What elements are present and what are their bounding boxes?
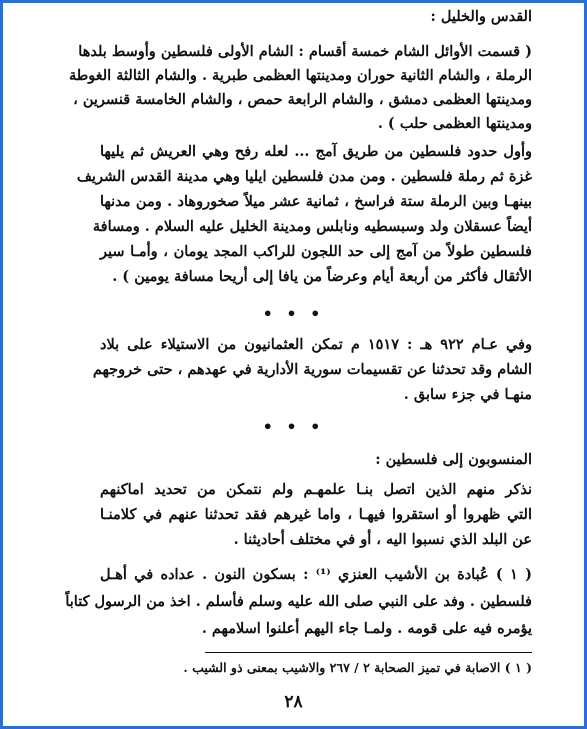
para5-line1: ( ١ ) عُبادة بن الأشيب العنزي ⁽¹⁾ : بسكون النون . عداده في أهـل xyxy=(100,566,532,583)
top-heading: القدس والخليل : xyxy=(430,8,532,25)
para2-line4: أيضاً عسقلان ولد وسبسطيه ونابلس ومدينة الخليل عليه السلام . ومسافة xyxy=(92,218,532,235)
para1-line3: ومدينتها العظمى دمشق ، والشام الرابعة حمص ، والشام الخامسة قنسرين ، xyxy=(73,91,532,108)
footnote: ( ١ ) الاصابة في تميز الصحابة ٢ / ٢٦٧ والاشيب بمعنى ذو الشيب . xyxy=(183,660,532,675)
para2-line5: فلسطين طولاً من آمج إلى حد اللجون للراكب المجد يومان ، وأمـا سير xyxy=(100,243,532,260)
para2-line3: بينهـا وبين الرملة ستة فراسخ ، ثمانية عشر ميلاً صخوروهاد . ومن مدنها xyxy=(100,193,532,210)
section-heading: المنسوبون إلى فلسطين : xyxy=(375,451,532,468)
para2-line1: وأول حدود فلسطين من طريق آمج ... لعله رفح وهي العريش ثم يليها xyxy=(100,143,532,160)
footnote-rule xyxy=(205,652,532,653)
para1-line2: الرملة ، والشام الثانية حوران ومدينتها العظمى طبرية . والشام الثالثة الغوطة xyxy=(68,67,532,84)
para3-line3: منهـا في جزء سابق . xyxy=(403,386,532,403)
para4-line3: عن البلد الذي نسبوا اليه ، أو في مختلف أحاديثنا . xyxy=(233,531,532,548)
para5-line3: يؤمره فيه على قومه . ولمـا جاء اليهم أعلنوا اسلامهم . xyxy=(201,620,532,637)
para4-line1: نذكر منهم الذين اتصل بنـا علمهـم ولم نتمكن من تحديد اماكنهم xyxy=(100,481,532,498)
para2-line6: الأثقال فأكثر من أربعة أيام وعرضاً من يافا إلى أريحا مسافة يومين ) . xyxy=(112,268,532,285)
para1-line4: ومدينتها العظمى حلب ) . xyxy=(377,115,532,132)
separator-dots: • • • xyxy=(262,304,325,323)
para4-line2: التي ظهروا أو استقروا فيهـا ، واما غيرهم فقد تحدثنا عنهم في كلامنـا xyxy=(100,506,532,523)
para5-line2: فلسطين . وفد على النبي صلى الله عليه وسلم فأسلم . اخذ من الرسول كتاباً xyxy=(65,593,532,610)
para1-line1: ( قسمت الأوائل الشام خمسة أقسام : الشام الأولى فلسطين وأوسط بلدها xyxy=(78,43,532,60)
para3-line2: الشام وقد تحدثنا عن تقسيمات سورية الأدارية في عهدهم ، حتى خروجهم xyxy=(92,361,532,378)
para3-line1: وفي عـام ٩٢٢ هـ : ١٥١٧ م تمكن العثمانيون من الاستيلاء على بلاد xyxy=(100,336,532,353)
page-number: ٢٨ xyxy=(284,692,303,712)
separator-dots: • • • xyxy=(262,417,325,436)
para2-line2: غزة ثم رملة فلسطين . ومن مدن فلسطين ايليا وهي مدينة القدس الشريف xyxy=(76,168,532,185)
